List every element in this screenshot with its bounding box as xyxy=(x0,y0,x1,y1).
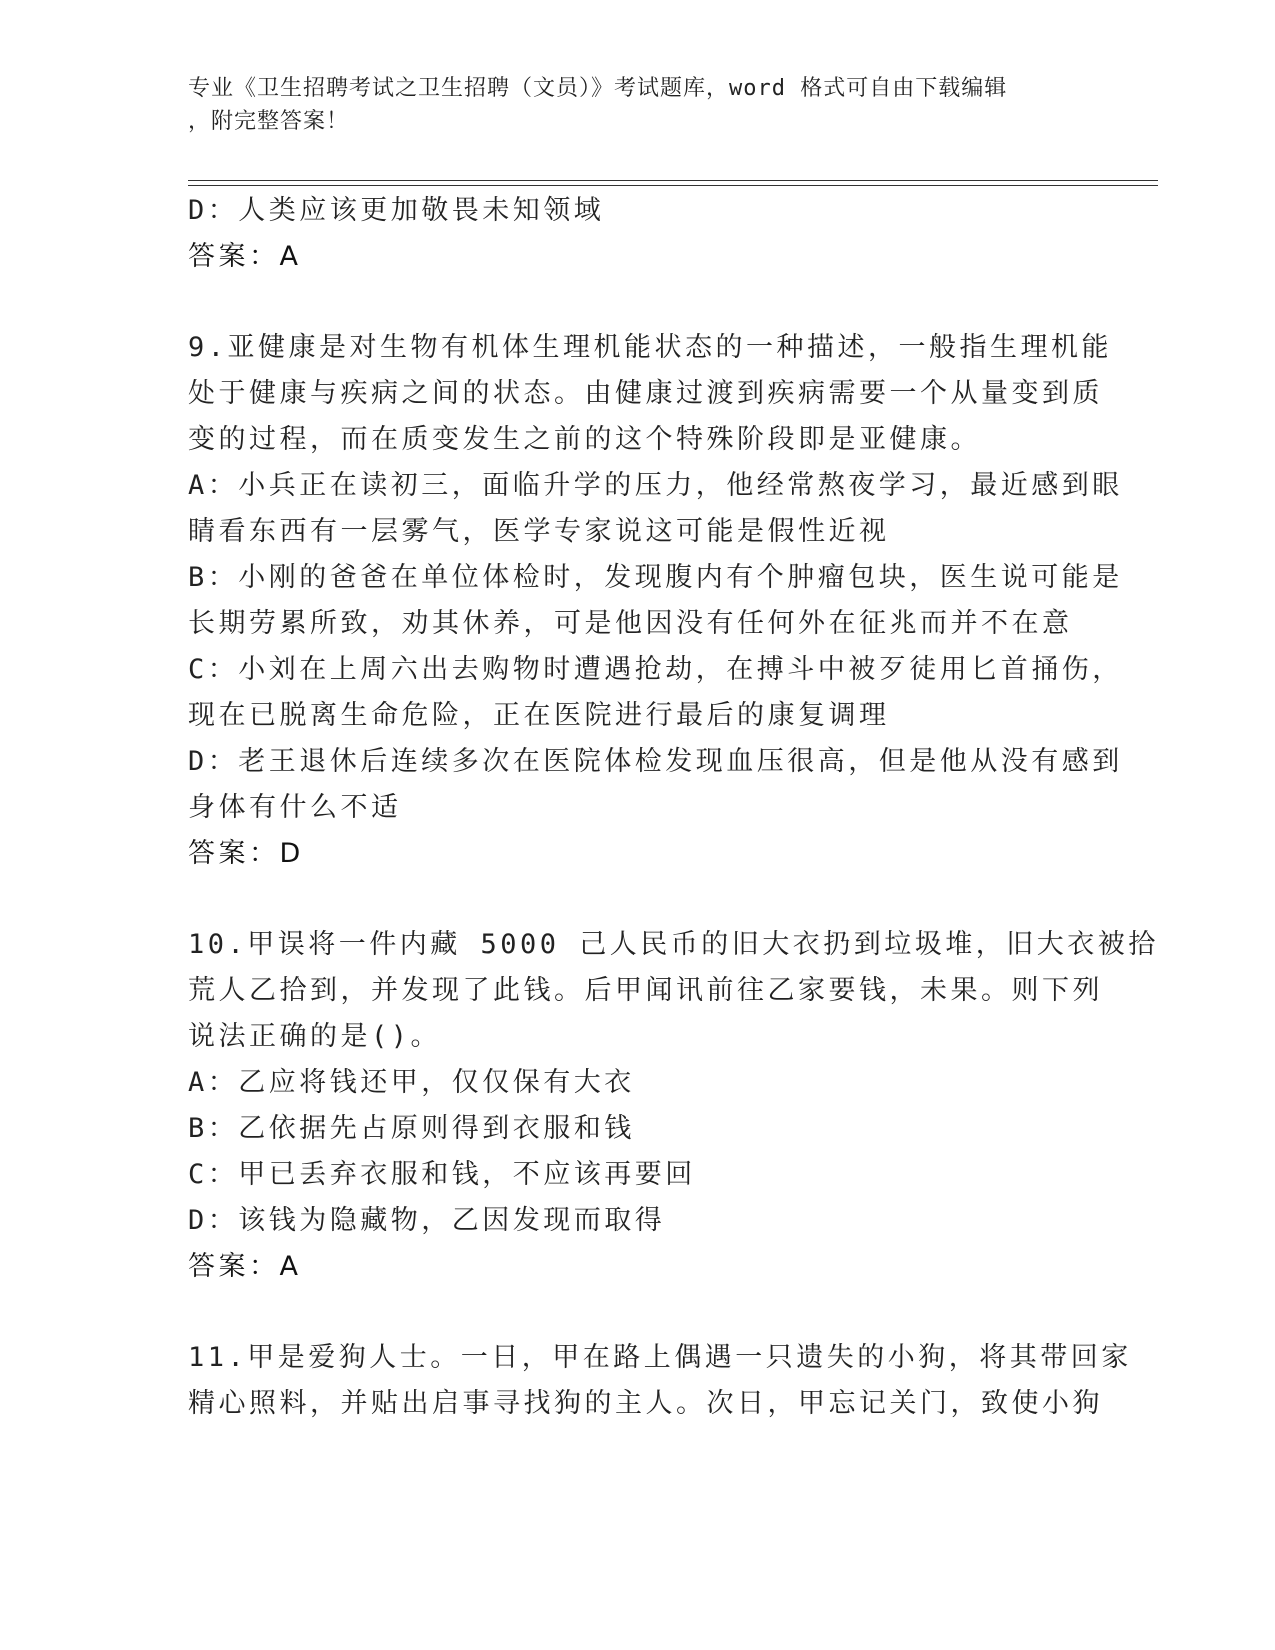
header-line-2: ，附完整答案！ xyxy=(188,109,350,134)
question-stem-line: 11.甲是爱狗人士。一日，甲在路上偶遇一只遗失的小狗，将其带回家 xyxy=(188,1342,1132,1373)
question-stem-line: 9.亚健康是对生物有机体生理机能状态的一种描述，一般指生理机能 xyxy=(188,332,1113,363)
previous-question-tail xyxy=(188,188,1088,280)
option-b-cont: 长期劳累所致，劝其休养，可是他因没有任何外在征兆而并不在意 xyxy=(188,608,1073,639)
header-divider-top xyxy=(188,180,1158,181)
option-d: D：老王退休后连续多次在医院体检发现血压很高，但是他从没有感到 xyxy=(188,746,1123,777)
option-a: A：小兵正在读初三，面临升学的压力，他经常熬夜学习，最近感到眼 xyxy=(188,470,1123,501)
document-body xyxy=(188,188,1159,1427)
option-d: D：该钱为隐藏物，乙因发现而取得 xyxy=(188,1205,666,1236)
option-b: B：小刚的爸爸在单位体检时，发现腹内有个肿瘤包块，医生说可能是 xyxy=(188,562,1123,593)
question-stem-line: 处于健康与疾病之间的状态。由健康过渡到疾病需要一个从量变到质 xyxy=(188,378,1103,409)
question-10 xyxy=(188,922,1159,1290)
page-header xyxy=(188,72,1088,138)
question-stem-line: 10.甲误将一件内藏 5000 己人民币的旧大衣扔到垃圾堆，旧大衣被拾 xyxy=(188,929,1159,960)
answer: 答案：A xyxy=(188,241,302,272)
header-divider-bottom xyxy=(188,185,1158,186)
question-stem-line: 变的过程，而在质变发生之前的这个特殊阶段即是亚健康。 xyxy=(188,424,981,455)
header-line-1: 专业《卫生招聘考试之卫生招聘（文员）》考试题库，word 格式可自由下载编辑 xyxy=(188,76,1008,101)
question-stem-line: 荒人乙拾到，并发现了此钱。后甲闻讯前往乙家要钱，未果。则下列 xyxy=(188,975,1103,1006)
option-a-cont: 睛看东西有一层雾气，医学专家说这可能是假性近视 xyxy=(188,516,890,547)
option-c: C：甲已丢弃衣服和钱，不应该再要回 xyxy=(188,1159,696,1190)
answer: 答案：D xyxy=(188,838,304,869)
option-c: C：小刘在上周六出去购物时遭遇抢劫，在搏斗中被歹徒用匕首捅伤， xyxy=(188,654,1123,685)
option-a: A：乙应将钱还甲，仅仅保有大衣 xyxy=(188,1067,635,1098)
option-b: B：乙依据先占原则得到衣服和钱 xyxy=(188,1113,635,1144)
option-d-cont: 身体有什么不适 xyxy=(188,792,402,823)
option-c-cont: 现在已脱离生命危险，正在医院进行最后的康复调理 xyxy=(188,700,890,731)
option-d: D：人类应该更加敬畏未知领域 xyxy=(188,195,605,226)
question-11 xyxy=(188,1335,1132,1427)
answer: 答案：A xyxy=(188,1251,302,1282)
question-stem-line: 精心照料，并贴出启事寻找狗的主人。次日，甲忘记关门，致使小狗 xyxy=(188,1388,1103,1419)
question-stem-line: 说法正确的是()。 xyxy=(188,1021,442,1052)
question-9 xyxy=(188,325,1123,877)
